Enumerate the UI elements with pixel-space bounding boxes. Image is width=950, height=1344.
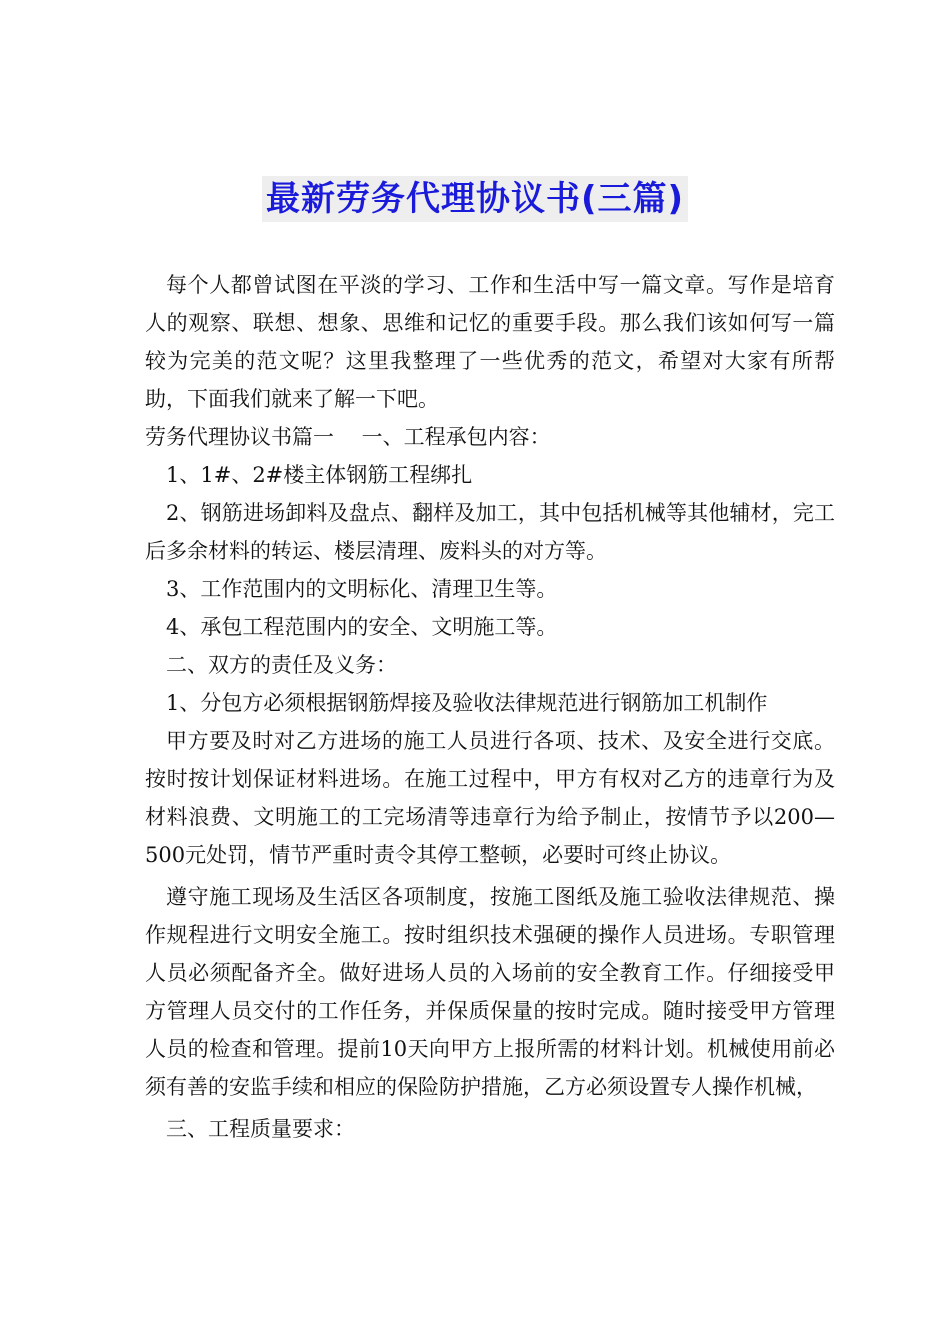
party-b-obligations-paragraph: 遵守施工现场及生活区各项制度，按施工图纸及施工验收法律规范、操作规程进行文明安全施工。按时组织技术强硬的操作人员进场。专职管理人员必须配备齐全。做好进场人员的入场前的安全教育工作。仔细接受甲方管理人员交付的工作任务，并保质保量的按时完成。随时接受甲方管理人员的检查和管理。提前10天向甲方上报所需的材料计划。机械使用前必须有善的安监手续和相应的保险防护措施，乙方必须设置专人操作机械， xyxy=(145,885,835,1099)
list-item-3: 3、工作范围内的文明标化、清理卫生等。 xyxy=(166,577,558,601)
section-heading-responsibilities: 二、双方的责任及义务： xyxy=(166,653,397,677)
list-item-2: 2、钢筋进场卸料及盘点、翻样及加工，其中包括机械等其他辅材，完工后多余材料的转运、楼层清理、废料头的对方等。 xyxy=(145,501,835,563)
section-heading-article-one: 劳务代理协议书篇一 一、工程承包内容： xyxy=(145,425,551,449)
document-title: 最新劳务代理协议书(三篇) xyxy=(262,176,688,222)
list-item-4: 4、承包工程范围内的安全、文明施工等。 xyxy=(166,615,558,639)
list-item-1: 1、1#、2#楼主体钢筋工程绑扎 xyxy=(166,463,473,487)
document-body xyxy=(145,266,835,1148)
intro-paragraph: 每个人都曾试图在平淡的学习、工作和生活中写一篇文章。写作是培育人的观察、联想、想象、思维和记忆的重要手段。那么我们该如何写一篇较为完美的范文呢？这里我整理了一些优秀的范文，希望对大家有所帮助，下面我们就来了解一下吧。 xyxy=(145,273,835,411)
party-a-obligations-paragraph: 甲方要及时对乙方进场的施工人员进行各项、技术、及安全进行交底。按时按计划保证材料进场。在施工过程中，甲方有权对乙方的违章行为及材料浪费、文明施工的工完场清等违章行为给予制止，按情节予以200—500元处罚，情节严重时责令其停工整顿，必要时可终止协议。 xyxy=(145,729,835,867)
title-area xyxy=(0,176,950,222)
responsibility-item-1: 1、分包方必须根据钢筋焊接及验收法律规范进行钢筋加工机制作 xyxy=(166,691,768,715)
section-heading-quality: 三、工程质量要求： xyxy=(166,1117,355,1141)
